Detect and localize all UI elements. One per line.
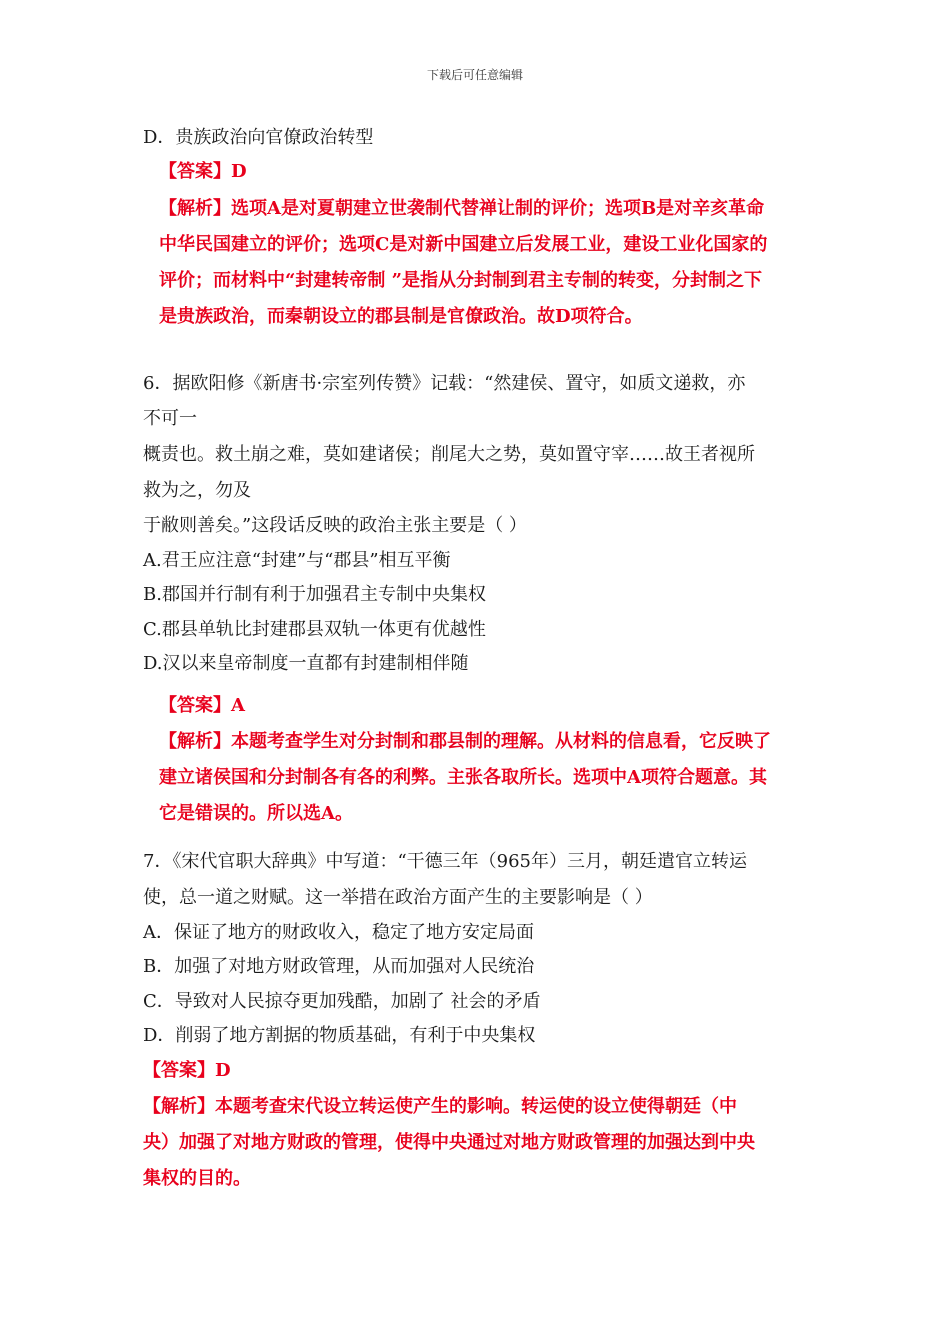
q7-option-a: A．保证了地方的财政收入，稳定了地方安定局面	[143, 922, 534, 943]
q7-analysis-line-2: 央）加强了对地方财政的管理，使得中央通过对地方财政管理的加强达到中央	[143, 1132, 755, 1153]
q5-answer: 【答案】D	[159, 161, 247, 182]
q6-answer: 【答案】A	[159, 695, 245, 716]
q6-analysis-line-1: 【解析】本题考查学生对分封制和郡县制的理解。从材料的信息看，它反映了	[159, 731, 771, 752]
q7-option-d: D．削弱了地方割据的物质基础，有利于中央集权	[143, 1025, 536, 1046]
q6-stem-line-1: 6．据欧阳修《新唐书·宗室列传赞》记载：“然建侯、置守，如质文递救，亦	[143, 373, 746, 394]
q7-option-c: C．导致对人民掠夺更加残酷，加剧了 社会的矛盾	[143, 991, 541, 1012]
q7-answer: 【答案】D	[143, 1060, 231, 1081]
q6-analysis-line-2: 建立诸侯国和分封制各有各的利弊。主张各取所长。选项中A项符合题意。其	[159, 767, 767, 788]
q5-option-d: D．贵族政治向官僚政治转型	[143, 127, 374, 148]
q6-stem-line-4: 救为之，勿及	[143, 480, 251, 501]
q5-analysis-line-3: 评价；而材料中“封建转帝制 ”是指从分封制到君主专制的转变，分封制之下	[159, 270, 762, 291]
q6-option-a: A.君王应注意“封建”与“郡县”相互平衡	[143, 550, 451, 571]
page-header: 下载后可任意编辑	[426, 68, 523, 82]
q7-analysis-line-3: 集权的目的。	[143, 1168, 251, 1189]
q7-option-b: B．加强了对地方财政管理，从而加强对人民统治	[143, 956, 535, 977]
q7-stem-line-1: 7．《宋代官职大辞典》中写道：“干德三年（965年）三月，朝廷遣官立转运	[143, 851, 748, 872]
q5-analysis-line-1: 【解析】选项A是对夏朝建立世袭制代替禅让制的评价；选项B是对辛亥革命	[159, 198, 765, 219]
q6-stem-line-5: 于敝则善矣。”这段话反映的政治主张主要是（ ）	[143, 515, 527, 536]
q6-stem-line-2: 不可一	[143, 408, 197, 429]
q6-option-d: D.汉以来皇帝制度一直都有封建制相伴随	[143, 653, 469, 674]
q6-analysis-line-3: 它是错误的。所以选A。	[159, 803, 353, 824]
q5-analysis-line-2: 中华民国建立的评价；选项C是对新中国建立后发展工业，建设工业化国家的	[159, 234, 768, 255]
q6-option-c: C.郡县单轨比封建郡县双轨一体更有优越性	[143, 619, 486, 640]
q6-stem-line-3: 概责也。救土崩之难，莫如建诸侯；削尾大之势，莫如置守宰……故王者视所	[143, 444, 755, 465]
q5-analysis-line-4: 是贵族政治，而秦朝设立的郡县制是官僚政治。故D项符合。	[159, 306, 643, 327]
q7-analysis-line-1: 【解析】本题考查宋代设立转运使产生的影响。转运使的设立使得朝廷（中	[143, 1096, 737, 1117]
q6-option-b: B.郡国并行制有利于加强君主专制中央集权	[143, 584, 486, 605]
q7-stem-line-2: 使，总一道之财赋。这一举措在政治方面产生的主要影响是（ ）	[143, 887, 653, 908]
